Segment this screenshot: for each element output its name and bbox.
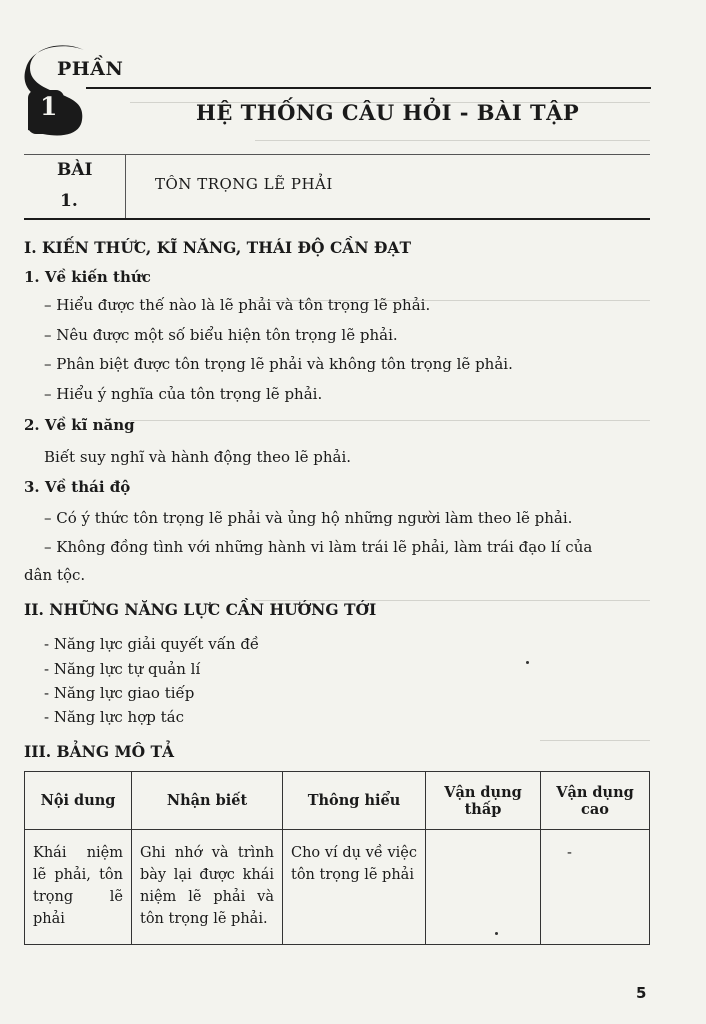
list-item: – Hiểu ý nghĩa của tôn trọng lẽ phải.: [44, 385, 323, 403]
bleed-through-line: [130, 420, 650, 421]
lesson-rule-bottom: [24, 218, 650, 220]
table-cell: [132, 830, 283, 945]
table-cell-text: [426, 830, 540, 842]
table-cell-text: Ghi nhớ và trình bày lại được khái niệm lẽ phải và tôn trọng lẽ phải.: [140, 845, 274, 927]
list-item: - Năng lực giao tiếp: [44, 684, 195, 702]
list-item: – Không đồng tình với những hành vi làm trái lẽ phải, làm trái đạo lí của: [44, 538, 593, 556]
header-rule: [86, 87, 651, 89]
table-header-cell: Nhận biết: [132, 772, 283, 830]
lesson-number: 1.: [60, 191, 78, 211]
description-table: [24, 771, 650, 945]
table-cell: [541, 830, 650, 945]
list-item: – Hiểu được thế nào là lẽ phải và tôn trọng lẽ phải.: [44, 296, 431, 314]
section-heading: II. NHỮNG NĂNG LỰC CẦN HƯỚNG TỚI: [24, 600, 377, 619]
list-item-continuation: dân tộc.: [24, 566, 86, 584]
bleed-through-line: [255, 140, 650, 141]
list-item: - Năng lực giải quyết vấn đề: [44, 635, 260, 653]
bleed-through-line: [540, 740, 650, 741]
subsection-heading: 2. Về kĩ năng: [24, 416, 135, 434]
section-heading: III. BẢNG MÔ TẢ: [24, 742, 175, 761]
lesson-title: TÔN TRỌNG LẼ PHẢI: [155, 175, 333, 193]
list-item: - Năng lực hợp tác: [44, 708, 184, 726]
table-cell: [426, 830, 541, 945]
list-item: – Có ý thức tôn trọng lẽ phải và ủng hộ những người làm theo lẽ phải.: [44, 509, 573, 527]
table-row: [25, 830, 650, 945]
table-header-cell: Vận dụng thấp: [426, 772, 541, 830]
list-item: – Nêu được một số biểu hiện tôn trọng lẽ phải.: [44, 326, 398, 344]
table-cell: [25, 830, 132, 945]
section-heading: I. KIẾN THỨC, KĨ NĂNG, THÁI ĐỘ CẦN ĐẠT: [24, 238, 411, 257]
section-number: 1: [40, 92, 58, 121]
page-number: 5: [636, 984, 647, 1002]
table-header-cell: Thông hiểu: [283, 772, 426, 830]
subsection-heading: 1. Về kiến thức: [24, 268, 151, 286]
section-word: PHẦN: [57, 58, 124, 80]
list-item: - Năng lực tự quản lí: [44, 660, 201, 678]
speck: [495, 932, 498, 935]
table-header-row: [25, 772, 650, 830]
table-cell-text: Cho ví dụ về việc tôn trọng lẽ phải: [291, 845, 417, 883]
table-header-cell: Vận dụng cao: [541, 772, 650, 830]
lesson-label: BÀI: [57, 160, 93, 180]
page-title: HỆ THỐNG CÂU HỎI - BÀI TẬP: [196, 100, 580, 125]
table-cell-text: Khái niệm lẽ phải, tôn trọng lẽ phải: [33, 845, 123, 927]
speck: [526, 661, 529, 664]
table-header-cell: Nội dung: [25, 772, 132, 830]
lesson-rule-top: [24, 154, 650, 155]
paragraph: Biết suy nghĩ và hành động theo lẽ phải.: [44, 448, 352, 466]
list-item: – Phân biệt được tôn trọng lẽ phải và không tôn trọng lẽ phải.: [44, 355, 513, 373]
lesson-separator: [125, 154, 126, 218]
table-cell: [283, 830, 426, 945]
subsection-heading: 3. Về thái độ: [24, 478, 131, 496]
table-cell-text: -: [567, 845, 572, 861]
